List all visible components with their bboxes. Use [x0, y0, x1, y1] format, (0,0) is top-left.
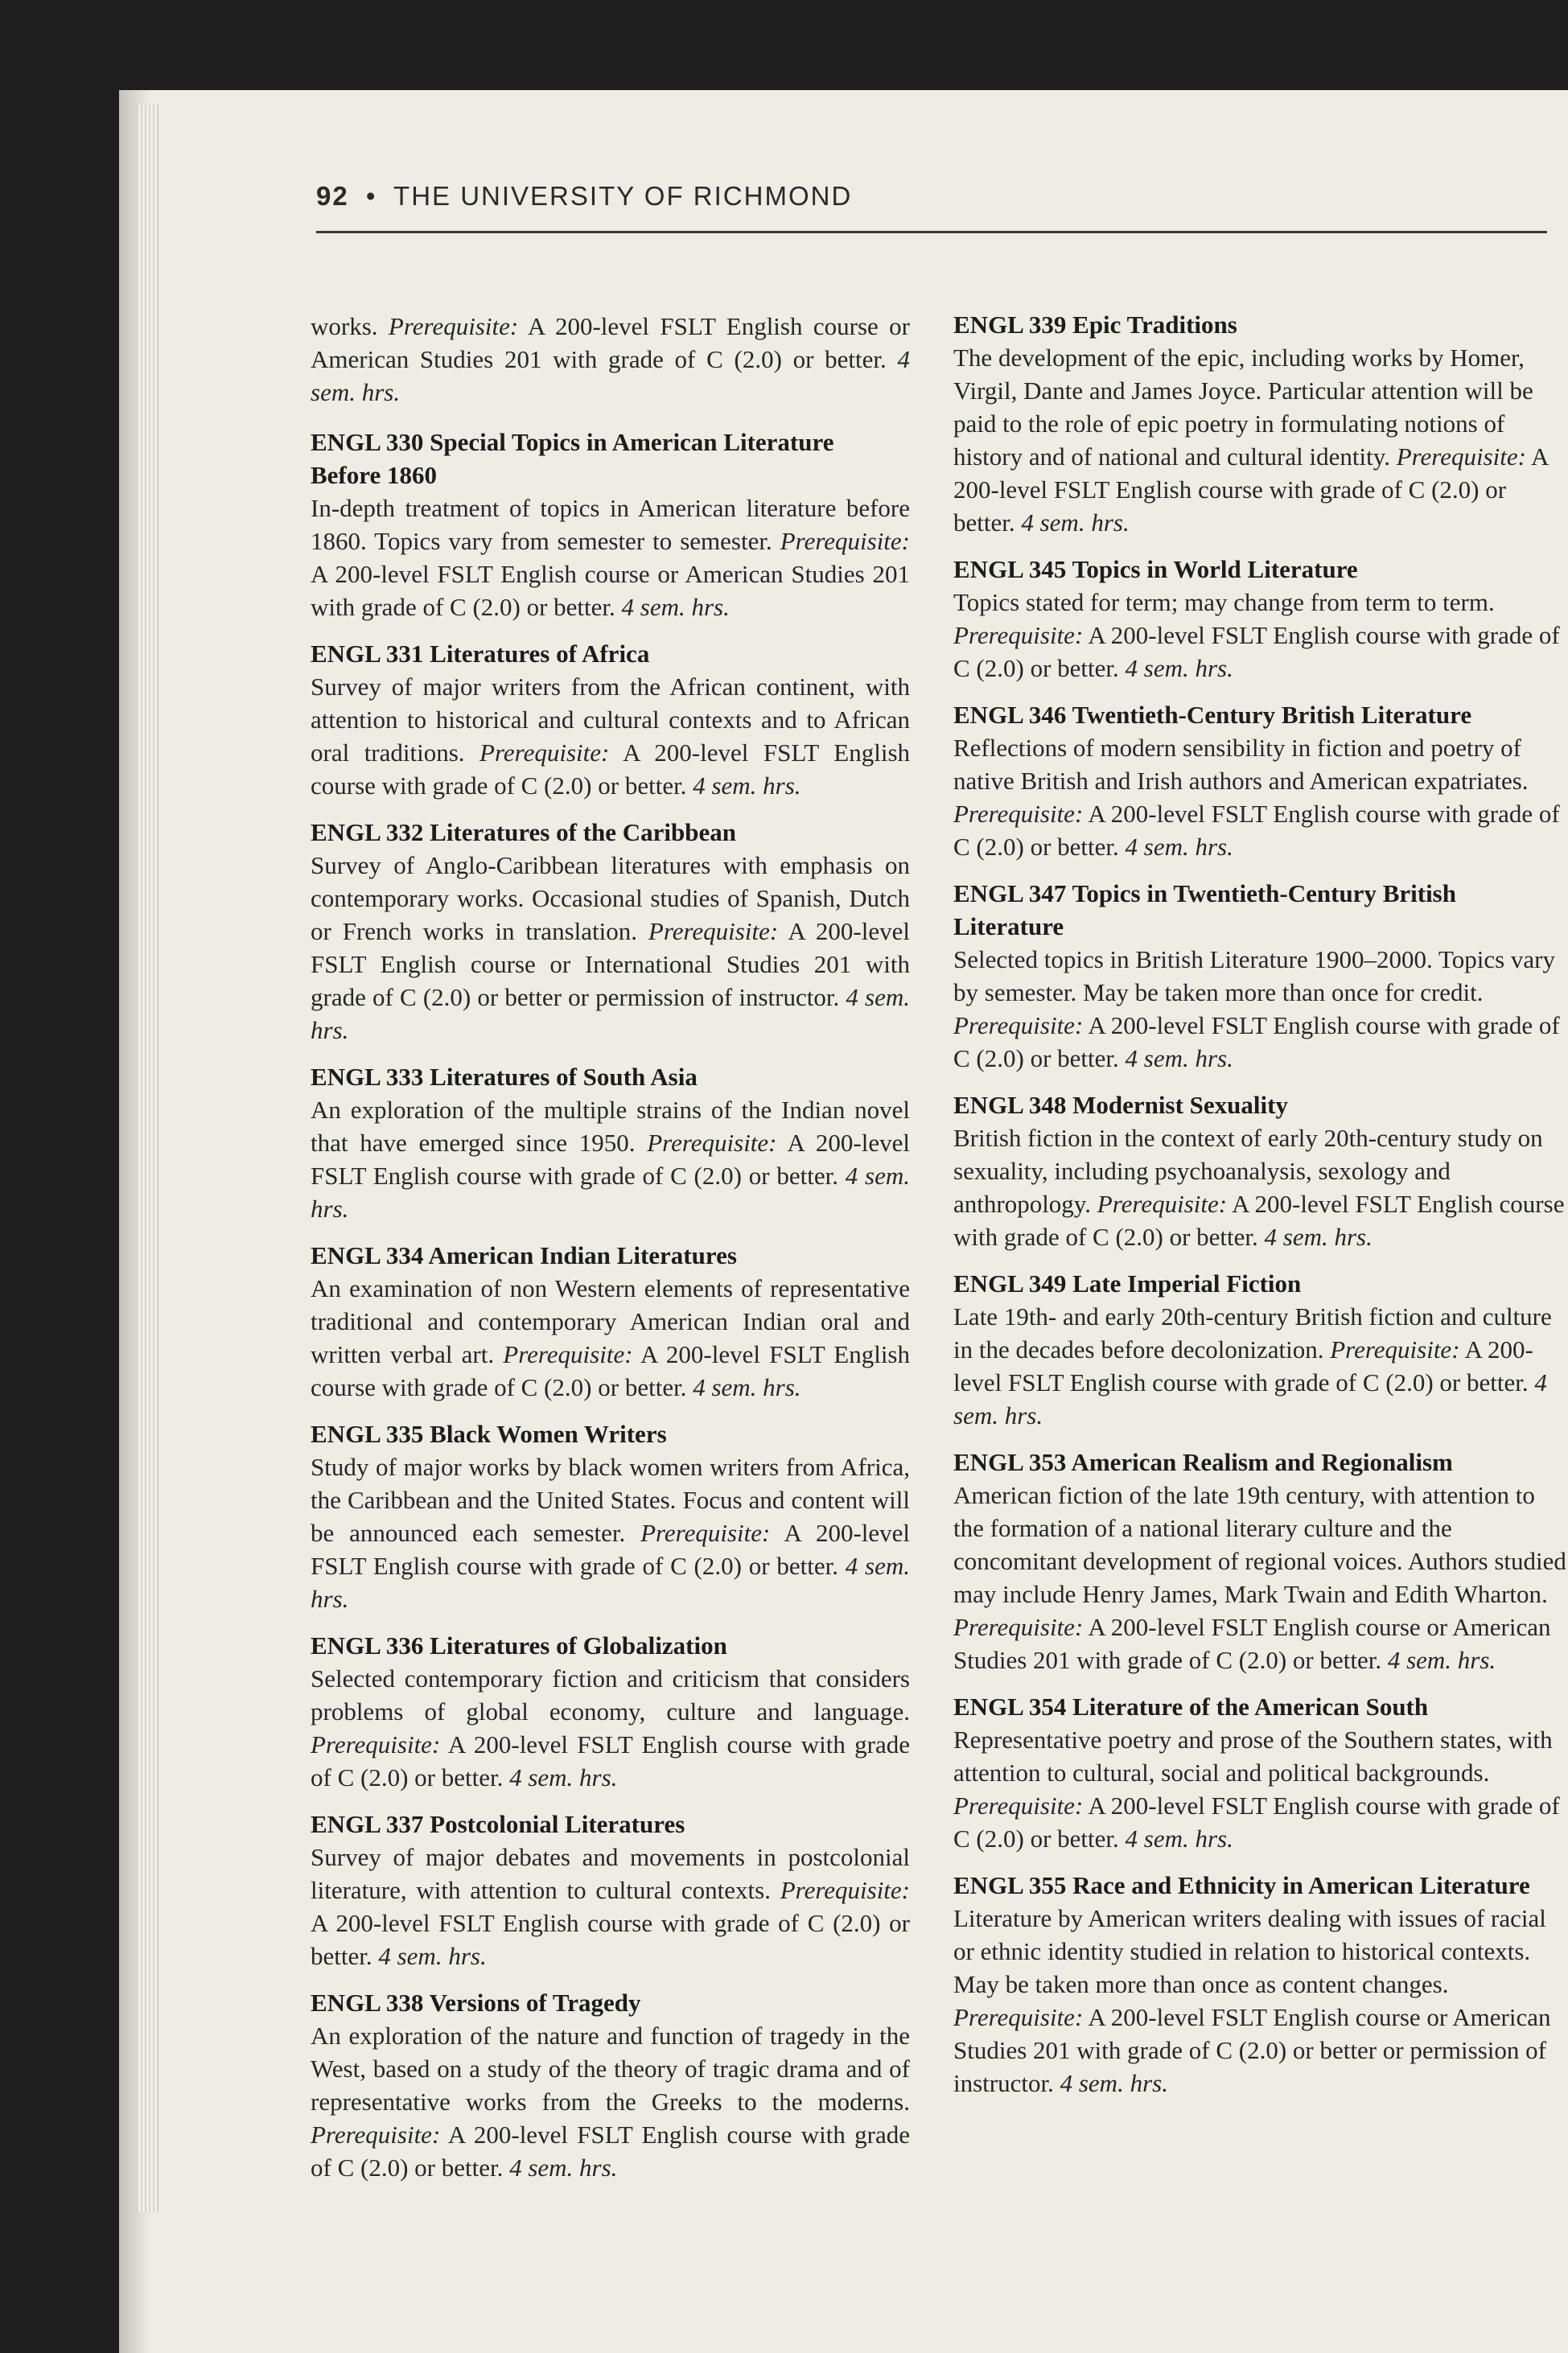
description-text: Survey of Anglo-Caribbean literatures with emphasis on contemporary works. Occasional studies of Spanish, Dutch or French works in translation.: [311, 851, 910, 945]
course-title: ENGL 338 Versions of Tragedy: [311, 1989, 641, 2017]
course-entry: [311, 1986, 910, 2184]
prerequisite-text: A 200-level FSLT English course with grade of C (2.0) or better.: [953, 800, 1560, 861]
course-entry: [311, 637, 910, 802]
prerequisite-text: A 200-level FSLT English course with grade of C (2.0) or better.: [311, 1909, 910, 1970]
course-entry: [953, 1869, 1568, 2100]
description-text: An examination of non Western elements of representative traditional and contemporary American Indian oral and written verbal art.: [311, 1274, 910, 1368]
prerequisite-label: Prerequisite:: [503, 1340, 633, 1368]
course-entry: [953, 877, 1568, 1075]
prerequisite-text: A 200-level FSLT English course with grade of C (2.0) or better.: [311, 1730, 911, 1791]
running-header: [316, 181, 1547, 233]
prerequisite-text: A 200-level FSLT English course or International Studies 201 with grade of C (2.0) or better or permission of instructor.: [311, 917, 910, 1011]
prerequisite-label: Prerequisite:: [1330, 1335, 1460, 1364]
credit-hours: 4 sem. hrs.: [1125, 654, 1233, 682]
credit-hours: 4 sem. hrs.: [953, 1368, 1547, 1429]
course-description: [953, 341, 1568, 539]
course-title: ENGL 346 Twentieth-Century British Literature: [953, 701, 1472, 729]
credit-hours: 4 sem. hrs.: [693, 771, 801, 800]
credit-hours: 4 sem. hrs.: [621, 593, 730, 621]
prerequisite-label: Prerequisite:: [780, 1876, 911, 1904]
course-description: [311, 1662, 910, 1794]
course-entry: [311, 1808, 910, 1972]
description-text: Study of major works by black women writers from Africa, the Caribbean and the United States. Focus and content will be announced each semester.: [311, 1453, 910, 1547]
prerequisite-text: A 200-level FSLT English course or American Studies 201 with grade of C (2.0) or better or permission of instructor.: [953, 2003, 1551, 2097]
description-text: Selected contemporary fiction and criticism that considers problems of global economy, culture and language.: [311, 1664, 910, 1726]
prerequisite-label: Prerequisite:: [1396, 442, 1526, 471]
course-entry: [311, 1629, 910, 1794]
course-description: [953, 1902, 1568, 2100]
course-title: ENGL 337 Postcolonial Literatures: [311, 1810, 685, 1838]
course-entry: [953, 1088, 1568, 1253]
course-title: ENGL 332 Literatures of the Caribbean: [311, 818, 736, 846]
course-entry: [311, 426, 910, 623]
description-text: In-depth treatment of topics in American literature before 1860. Topics vary from semester to semester.: [311, 494, 910, 555]
credit-hours: 4 sem. hrs.: [1387, 1646, 1496, 1674]
continued-text: works. Prerequisite: A 200-level FSLT English course or American Studies 201 with grade of C (2.0) or better. 4 sem. hrs.: [311, 312, 911, 406]
prerequisite-text: A 200-level FSLT English course or American Studies 201 with grade of C (2.0) or better.: [311, 560, 910, 621]
course-description: [311, 1093, 910, 1225]
credit-hours: 4 sem. hrs.: [311, 1162, 910, 1223]
course-entry: [311, 1060, 910, 1225]
course-title: ENGL 339 Epic Traditions: [953, 311, 1237, 339]
course-description: [953, 731, 1568, 863]
course-description: [311, 670, 910, 802]
page-number: 92: [316, 181, 349, 211]
description-text: Topics stated for term; may change from term to term.: [953, 588, 1495, 616]
description-text: An exploration of the multiple strains of the Indian novel that have emerged since 1950.: [311, 1096, 910, 1157]
course-entry: [953, 308, 1568, 539]
prerequisite-label: Prerequisite:: [953, 1011, 1084, 1039]
prerequisite-label: Prerequisite:: [953, 1791, 1084, 1820]
course-title: ENGL 336 Literatures of Globalization: [311, 1631, 727, 1660]
prerequisite-text: A 200-level FSLT English course with grade of C (2.0) or better.: [953, 1011, 1560, 1072]
course-title: ENGL 349 Late Imperial Fiction: [953, 1269, 1302, 1298]
course-entry: [953, 1267, 1568, 1432]
credit-hours: 4 sem. hrs.: [509, 1763, 618, 1791]
prerequisite-text: A 200-level FSLT English course with grade of C (2.0) or better.: [311, 1519, 911, 1580]
course-description: [311, 1450, 910, 1615]
prerequisite-label: Prerequisite:: [953, 2003, 1084, 2031]
credit-hours: 4 sem. hrs.: [1125, 833, 1233, 861]
description-text: The development of the epic, including works by Homer, Virgil, Dante and James Joyce. Particular attention will be paid to the role of epic poetry in formulating notions of history and of national and cultural identity.: [953, 343, 1533, 471]
course-description: [311, 2019, 910, 2184]
prerequisite-label: Prerequisite:: [479, 738, 610, 767]
prerequisite-text: A 200-level FSLT English course with grade of C (2.0) or better.: [311, 2121, 911, 2182]
prerequisite-label: Prerequisite:: [640, 1519, 771, 1547]
credit-hours: 4 sem. hrs.: [311, 983, 911, 1044]
course-entry: [953, 1446, 1568, 1676]
course-description: [311, 849, 910, 1047]
prerequisite-label: Prerequisite:: [648, 917, 779, 945]
prerequisite-label: Prerequisite:: [1097, 1190, 1228, 1218]
course-description: [311, 1272, 910, 1404]
right-course-list: [953, 308, 1568, 2100]
course-description: [953, 586, 1568, 685]
course-title: ENGL 355 Race and Ethnicity in American Literature: [953, 1871, 1530, 1899]
description-text: Representative poetry and prose of the Southern states, with attention to cultural, social and political backgrounds.: [953, 1726, 1553, 1787]
course-title: ENGL 335 Black Women Writers: [311, 1420, 667, 1448]
course-description: [953, 1121, 1568, 1253]
course-title: ENGL 330 Special Topics in American Literature Before 1860: [311, 428, 834, 489]
course-description: [953, 943, 1568, 1075]
left-course-list: [311, 426, 910, 2184]
left-column: [311, 310, 910, 2198]
course-entry: [953, 698, 1568, 863]
prerequisite-text: A 200-level FSLT English course with grade of C (2.0) or better.: [953, 1190, 1565, 1251]
description-text: British fiction in the context of early 20th-century study on sexuality, including psychoanalysis, sexology and anthropology.: [953, 1124, 1543, 1218]
right-column: [953, 308, 1568, 2113]
course-title: ENGL 345 Topics in World Literature: [953, 555, 1358, 583]
prerequisite-label: Prerequisite:: [311, 1730, 441, 1759]
description-text: American fiction of the late 19th century, with attention to the formation of a national literary culture and the concomitant development of regional voices. Authors studied may include Henry James, Mark Twain and Edith Wharton.: [953, 1481, 1566, 1608]
prerequisite-label: Prerequisite:: [311, 2121, 441, 2149]
prerequisite-label: Prerequisite:: [953, 1613, 1084, 1641]
prerequisite-label: Prerequisite:: [647, 1129, 777, 1157]
course-entry: [953, 1690, 1568, 1855]
course-entry: [311, 1417, 910, 1615]
credit-hours: 4 sem. hrs.: [1021, 508, 1130, 537]
prerequisite-label: Prerequisite:: [953, 621, 1084, 649]
credit-hours: 4 sem. hrs.: [1125, 1044, 1233, 1072]
prerequisite-text: A 200-level FSLT English course with grade of C (2.0) or better.: [311, 1129, 910, 1190]
course-title: ENGL 333 Literatures of South Asia: [311, 1063, 698, 1091]
course-entry: [953, 553, 1568, 685]
description-text: Late 19th- and early 20th-century British fiction and culture in the decades before decolonization.: [953, 1302, 1552, 1364]
prerequisite-label: Prerequisite:: [780, 527, 911, 555]
prerequisite-text: A 200-level FSLT English course with grade of C (2.0) or better.: [953, 442, 1548, 537]
credit-hours: 4 sem. hrs.: [378, 1942, 487, 1970]
course-description: [953, 1479, 1568, 1676]
credit-hours: 4 sem. hrs.: [311, 1552, 910, 1613]
prerequisite-text: A 200-level FSLT English course with grade of C (2.0) or better.: [311, 1340, 910, 1401]
prerequisite-text: A 200-level FSLT English course with grade of C (2.0) or better.: [311, 738, 911, 800]
course-title: ENGL 331 Literatures of Africa: [311, 640, 650, 668]
description-text: Survey of major debates and movements in postcolonial literature, with attention to cultural contexts.: [311, 1843, 910, 1904]
prerequisite-text: A 200-level FSLT English course or American Studies 201 with grade of C (2.0) or better.: [953, 1613, 1551, 1674]
prerequisite-text: A 200-level FSLT English course with grade of C (2.0) or better.: [953, 621, 1560, 682]
description-text: Literature by American writers dealing with issues of racial or ethnic identity studied in relation to historical contexts. May be taken more than once as content changes.: [953, 1904, 1546, 1998]
course-description: [311, 1841, 910, 1972]
credit-hours: 4 sem. hrs.: [1060, 2069, 1168, 2097]
course-title: ENGL 348 Modernist Sexuality: [953, 1091, 1288, 1119]
credit-hours: 4 sem. hrs.: [509, 2153, 618, 2182]
course-description: [311, 492, 910, 623]
prerequisite-label: Prerequisite:: [953, 800, 1084, 828]
prerequisite-text: A 200-level FSLT English course with grade of C (2.0) or better.: [953, 1791, 1560, 1853]
header-title: THE UNIVERSITY OF RICHMOND: [393, 181, 853, 211]
course-title: ENGL 353 American Realism and Regionalism: [953, 1448, 1453, 1476]
prerequisite-text: A 200-level FSLT English course with grade of C (2.0) or better.: [953, 1335, 1533, 1397]
description-text: An exploration of the nature and function of tragedy in the West, based on a study of the theory of tragic drama and of representative works from the Greeks to the moderns.: [311, 2022, 910, 2116]
page-stack-edge: [137, 105, 158, 2212]
course-entry: [311, 1239, 910, 1404]
course-title: ENGL 347 Topics in Twentieth-Century British Literature: [953, 879, 1456, 940]
credit-hours: 4 sem. hrs.: [1125, 1824, 1233, 1853]
header-separator: •: [365, 181, 377, 211]
credit-hours: 4 sem. hrs.: [1264, 1223, 1373, 1251]
course-title: ENGL 334 American Indian Literatures: [311, 1241, 737, 1269]
description-text: Survey of major writers from the African continent, with attention to historical and cultural contexts and to African oral traditions.: [311, 673, 910, 767]
description-text: Reflections of modern sensibility in fiction and poetry of native British and Irish authors and American expatriates.: [953, 734, 1529, 795]
course-entry: [311, 816, 910, 1047]
course-description: [953, 1723, 1568, 1855]
course-description: [953, 1300, 1568, 1432]
credit-hours: 4 sem. hrs.: [693, 1373, 801, 1401]
course-title: ENGL 354 Literature of the American South: [953, 1693, 1429, 1721]
description-text: Selected topics in British Literature 1900–2000. Topics vary by semester. May be taken more than once for credit.: [953, 945, 1555, 1006]
